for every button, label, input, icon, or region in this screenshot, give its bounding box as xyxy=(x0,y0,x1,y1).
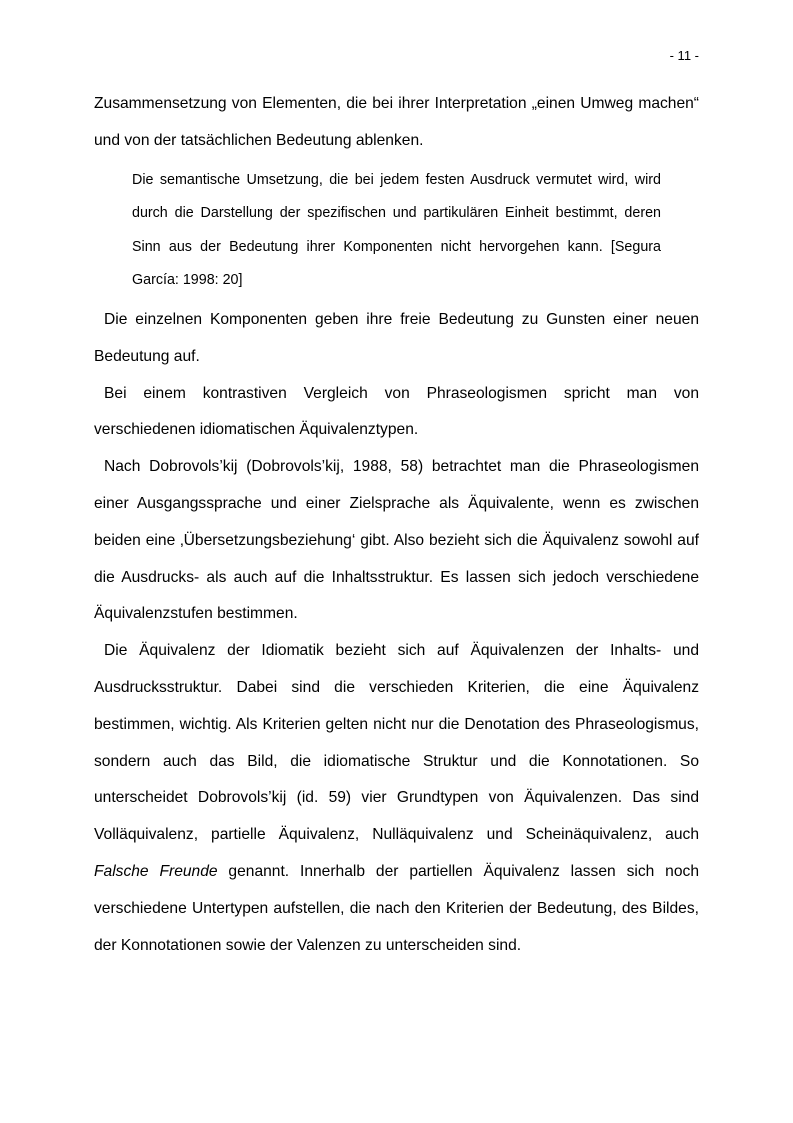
paragraph-2: Die einzelnen Komponenten geben ihre freie Bedeutung zu Gunsten einer neuen Bedeutung auf. xyxy=(94,310,699,365)
paragraph-4: Nach Dobrovols’kij (Dobrovols’kij, 1988, 58) betrachtet man die Phraseologismen einer Ausgangssprache und einer Zielsprache als Äquivalente, wenn es zwischen beiden eine ‚Übersetzungsbeziehung‘ gibt. Also bezieht sich die Äquivalenz sowohl auf die Ausdrucks- als auch auf die Inhaltsstruktur. Es lassen sich jedoch verschiedene Äquivalenzstufen bestimmen. xyxy=(94,458,699,623)
block-quote xyxy=(132,160,661,302)
paragraph-3: Bei einem kontrastiven Vergleich von Phraseologismen spricht man von verschiedenen idiomatischen Äquivalenztypen. xyxy=(94,384,699,439)
paragraph-1: Zusammensetzung von Elementen, die bei ihrer Interpretation „einen Umweg machen“ und von der tatsächlichen Bedeutung ablenken. xyxy=(94,95,699,149)
quote-text: Die semantische Umsetzung, die bei jedem festen Ausdruck vermutet wird, wird durch die Darstellung der spezifischen und partikulären Einheit bestimmt, deren Sinn aus der Bedeutung ihrer Komponenten nicht hervorgehen kann. [Segura García: 1998: 20] xyxy=(132,171,661,289)
page-number: - 11 - xyxy=(669,48,699,63)
paragraph-5-text-end: genannt. Innerhalb der partiellen Äquivalenz lassen sich noch verschiedene Untertypen aufstellen, die nach den Kriterien der Bedeutung, des Bildes, der Konnotationen sowie der Valenzen zu unterscheiden sind. xyxy=(94,862,699,954)
paragraph-5 xyxy=(94,633,699,964)
paragraph-5-text-start: Die Äquivalenz der Idiomatik bezieht sich auf Äquivalenzen der Inhalts- und Ausdrucksstruktur. Dabei sind die verschieden Kriterien, die eine Äquivalenz bestimmen, wichtig. Als Kriterien gelten nicht nur die Denotation des Phraseologismus, sondern auch das Bild, die idiomatische Struktur und die Konnotationen. So unterscheidet Dobrovols’kij (id. 59) vier Grundtypen von Äquivalenzen. Das sind Volläquivalenz, partielle Äquivalenz, Nulläquivalenz und Scheinäquivalenz, auch xyxy=(94,642,699,844)
italic-term: Falsche Freunde xyxy=(94,862,218,880)
body-text xyxy=(94,86,699,964)
